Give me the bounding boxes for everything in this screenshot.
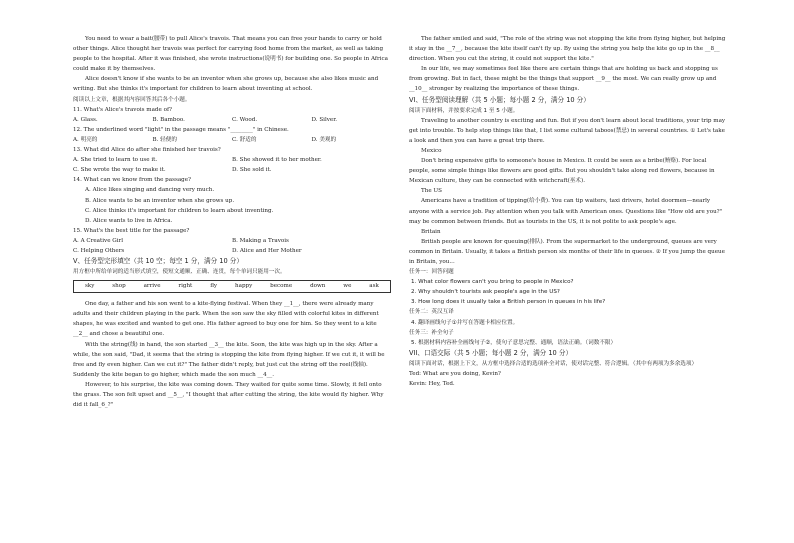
task-heading: 任务二：英汉互译: [409, 309, 454, 316]
passage-end: [73, 34, 391, 95]
section-5-title: V、任务型完形填空（共 10 空；每空 1 分，满分 10 分）: [73, 257, 243, 266]
question-stem: 14. What can we know from the passage?: [73, 177, 192, 184]
section-6-title: VI、任务型阅读理解（共 5 小题；每小题 2 分，满分 10 分）: [409, 95, 590, 104]
answer-option: D. Silver.: [311, 116, 338, 123]
section-7-instruction: 阅读下面对话，根据上下文，从方框中选择合适的选项补全对话，使对话完整、符合逻辑。（其中有两项为多余选项）: [409, 360, 698, 367]
answer-option: B. Bamboo.: [152, 116, 185, 123]
option-row: [73, 155, 391, 165]
task-list: [409, 267, 729, 348]
task-question: 1. What color flowers can't you bring to people in Mexico?: [411, 279, 574, 286]
passage-paragraph: You need to wear a bait(腰带) to pull Alice's travois. That means you can free your hands to carry or hold other things. Alice thought her travois was perfect for carrying food home from the market, as well as taking people to the hospital. After it was finished, she wrote instructions(说明书) for building one. So people in Africa could make it by themselves.: [73, 36, 388, 73]
answer-option: D. 美观的: [311, 136, 337, 143]
word-box-word: happy: [235, 283, 253, 290]
answer-option: D. Alice wants to live in Africa.: [85, 217, 173, 224]
task-question: 2. Why shouldn't tourists ask people's age in the US?: [411, 289, 560, 296]
passage-paragraph: Don't bring expensive gifts to someone's house in Mexico. It could be seen as a bribe(贿赂). For local people, some simple things like flowers are good gifts. But you shouldn't take along red flowers, because in Mexican culture, they can be connected with witchcraft(巫术).: [409, 158, 715, 185]
question-stem: 11. What's Alice's travois made of?: [73, 106, 173, 113]
word-box-word: ask: [369, 283, 379, 290]
section-6-instruction: 阅读下面材料，并按要求完成 1 至 5 小题。: [409, 107, 519, 114]
dialog: [409, 369, 729, 389]
word-box-word: down: [310, 283, 326, 290]
word-box-word: shop: [112, 283, 126, 290]
answer-option: A. A Creative Girl: [73, 237, 124, 244]
answer-option: A. Alice likes singing and dancing very much.: [85, 187, 215, 194]
answer-option: B. She showed it to her mother.: [232, 157, 322, 164]
option-row: [73, 165, 391, 175]
taboo-passage: [409, 116, 729, 267]
answer-option: C. Helping Others: [73, 247, 125, 254]
section-5-instruction: 用方框中所给单词的适当形式填空，使短文通顺、正确、连贯，每个单词只能用一次。: [73, 269, 286, 276]
answer-option: B. 轻便的: [152, 136, 177, 143]
story-paragraph: With the string(线) in hand, the son started __3__ the kite. Soon, the kite was high up in the sky. After a while, the son said, "Dad, it seems that the string is stopping the kite from flying higher. If we cut it, it will be free and fly even higher. Can we cut it?" The father didn't reply, but just cut the string off the reel(线轴). Suddenly the kite began to go higher, which made the son much __4__.: [73, 341, 385, 378]
passage-paragraph: The US: [421, 188, 442, 195]
story-paragraph: However, to his surprise, the kite was coming down. They waited for quite some time. Slowly, it fell onto the grass. The son felt upset and __5__, "I thought that after cutting the string, the kite would fly higher. Why did it fall_6_?": [73, 381, 384, 409]
question-stem: 15. What's the best title for the passage?: [73, 227, 190, 234]
option-row: [73, 115, 391, 125]
passage-paragraph: Alice doesn't know if she wants to be an inventor when she grows up, because she also likes music and writing. But she thinks it's important for children to learn about inventing at school.: [73, 76, 379, 93]
answer-option: D. She sold it.: [232, 167, 272, 174]
right-column: [409, 34, 729, 389]
passage-paragraph: Mexico: [421, 147, 442, 154]
word-box: [73, 280, 391, 293]
answer-option: B. Making a Travois: [232, 237, 289, 244]
task-question: 4. 翻译画线句子①并写在答题卡相应位置。: [411, 319, 519, 326]
answer-option: A. 明亮的: [73, 136, 98, 143]
word-box-word: fly: [210, 283, 218, 290]
task-question: 3. How long does it usually take a British person in queues in his life?: [411, 299, 606, 306]
task-heading: 任务三：补全句子: [409, 329, 454, 336]
word-box-word: become: [270, 283, 293, 290]
answer-option: C. Alice thinks it's important for children to learn about inventing.: [85, 207, 274, 214]
left-column: [73, 34, 391, 410]
kite-story: [73, 299, 391, 410]
option-row: [73, 246, 391, 256]
option-row: [73, 236, 391, 246]
story-paragraph: The father smiled and said, "The role of the string was not stopping the kite from flying higher, but helping it stay in the __7__, because the kite itself can't fly up. By using the string you help the kite go up in the __8__ direction. When you cut the string, it could not support the kite.": [409, 36, 726, 63]
kite-story-continued: [409, 34, 729, 95]
word-box-word: we: [343, 283, 352, 290]
passage-paragraph: Traveling to another country is exciting and fun. But if you don't learn about local traditions, your trip may get into trouble. To help stop things like that, I list some cultural taboos(禁忌) in several countries. ① Let's take a look and then you can have a great trip there.: [409, 117, 726, 144]
dialog-line: Ted: What are you doing, Kevin?: [409, 370, 501, 377]
section-7-title: VII、口语交际（共 5 小题；每小题 2 分，满分 10 分）: [409, 348, 573, 357]
option-row: [73, 135, 391, 145]
question-list: [73, 105, 391, 256]
dialog-line: Kevin: Hey, Ted.: [409, 381, 455, 387]
answer-option: A. Glass.: [73, 116, 98, 123]
answer-option: C. Wood.: [232, 116, 258, 123]
answer-option: D. Alice and Her Mother: [232, 247, 302, 254]
story-paragraph: In our life, we may sometimes feel like there are certain things that are holding us back and stopping us from growing. But in fact, these might be the things that support __9__ the most. We can really grow up and __10__ stronger by realizing the importance of these things.: [409, 66, 718, 93]
task-heading: 任务一：回答问题: [409, 269, 454, 276]
passage-paragraph: Americans have a tradition of tipping(给小费). You can tip waiters, taxi drivers, hotel doormen—nearly anyone with a service job. Pay attention when you talk with American ones. Questions like "How old are you?" may be common between friends. But as tourists in the US, it is not polite to ask people's age.: [409, 198, 723, 225]
answer-option: B. Alice wants to be an inventor when she grows up.: [85, 197, 235, 204]
answer-option: A. She tried to learn to use it.: [73, 157, 158, 164]
answer-option: C. She wrote the way to make it.: [73, 167, 166, 174]
passage-paragraph: Britain: [421, 228, 441, 235]
answer-option: C. 舒适的: [232, 136, 257, 143]
question-stem: 13. What did Alice do after she finished her travois?: [73, 147, 221, 154]
word-box-word: sky: [84, 283, 95, 290]
passage-paragraph: British people are known for queuing(排队). From the supermarket to the underground, queues are very common in Britain. Usually, it takes a British person six months of their life in queues. ② If you jump the queue in Britain, you...: [409, 238, 725, 265]
task-question: 5. 根据材料内容补全画线句子②，使句子意思完整、通顺，语法正确。（词数不限）: [411, 339, 617, 346]
story-paragraph: One day, a father and his son went to a kite-flying festival. When they __1__, there were already many adults and their children playing in the park. When the son saw the sky filled with colorful kites in different shapes, he was excited and wanted to get one. His father agreed to buy one for him. So they went to a kite __2__ and chose a beautiful one.: [73, 301, 379, 338]
question-stem: 12. The underlined word "light" in the passage means "________" in Chinese.: [73, 126, 289, 133]
task-instruction: 阅读以上文章，根据其内容回答其后各个小题。: [73, 96, 191, 103]
word-box-word: right: [178, 283, 193, 290]
word-box-word: arrive: [143, 283, 161, 290]
